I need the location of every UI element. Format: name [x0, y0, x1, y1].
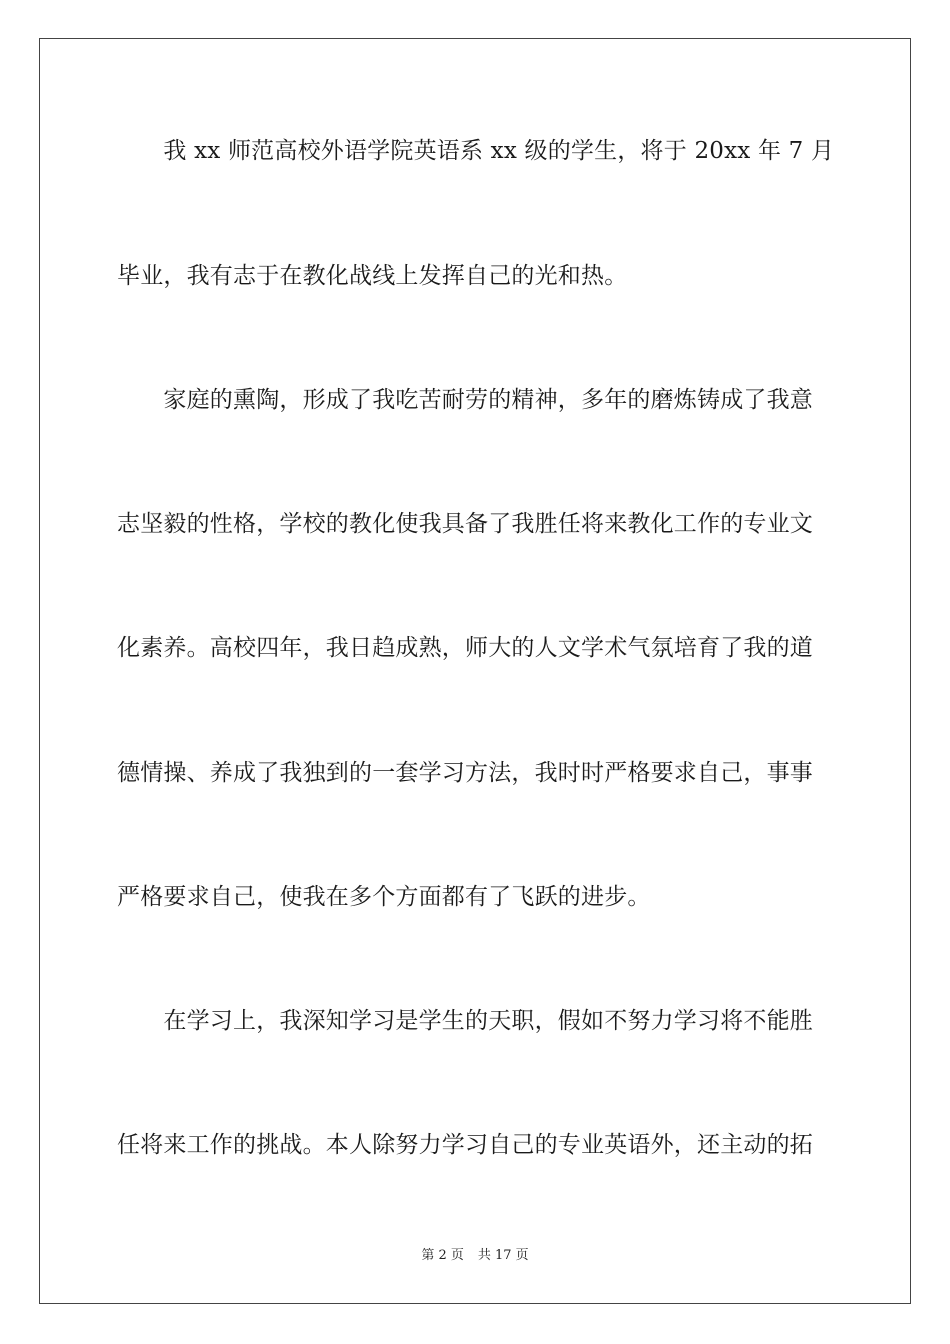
text-line-9: 任将来工作的挑战。本人除努力学习自己的专业英语外，还主动的拓 [117, 1132, 813, 1158]
text-line-1: 我 xx 师范高校外语学院英语系 xx 级的学生，将于 20xx 年 7 月 [117, 138, 835, 164]
text-line-5: 化素养。高校四年，我日趋成熟，师大的人文学术气氛培育了我的道 [117, 635, 813, 661]
page-border [39, 38, 911, 1304]
page-number: 第 2 页 [421, 1248, 464, 1263]
text-line-8: 在学习上，我深知学习是学生的天职，假如不努力学习将不能胜 [117, 1008, 813, 1034]
text-line-7: 严格要求自己，使我在多个方面都有了飞跃的进步。 [117, 884, 651, 910]
text-line-6: 德情操、养成了我独到的一套学习方法，我时时严格要求自己，事事 [117, 760, 813, 786]
page-total: 共 17 页 [477, 1248, 529, 1263]
text-line-4: 志坚毅的性格，学校的教化使我具备了我胜任将来教化工作的专业文 [117, 511, 813, 537]
text-line-3: 家庭的熏陶，形成了我吃苦耐劳的精神，多年的磨炼铸成了我意 [117, 387, 813, 413]
page-footer [0, 1247, 950, 1265]
text-line-2: 毕业，我有志于在教化战线上发挥自己的光和热。 [117, 263, 628, 289]
